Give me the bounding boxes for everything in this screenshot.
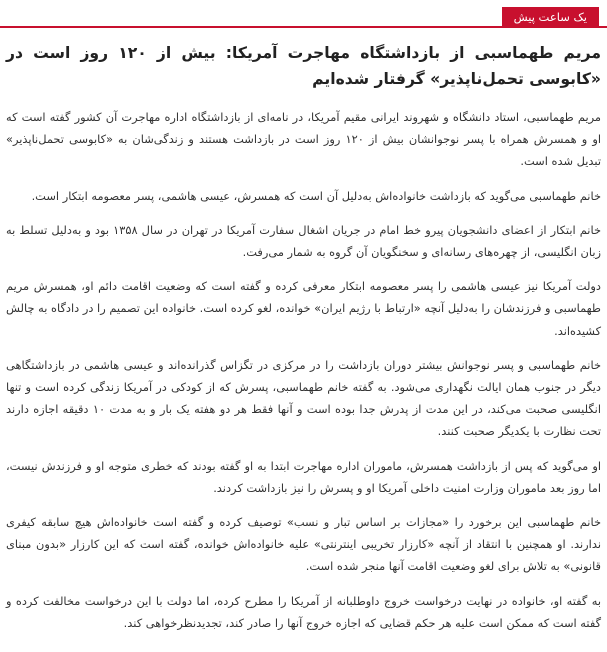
time-badge: یک ساعت پیش: [502, 7, 599, 28]
article-paragraph: به گفته او، خانواده در نهایت درخواست خروج داوطلبانه از آمریکا را مطرح کرده، اما دولت با این درخواست مخالفت کرده و گفته است که ممکن است علیه هر حکم قضایی که اجازه خروج آنها را صادر کند، تجدیدنظرخواهی کند.: [6, 593, 601, 630]
article-paragraph: او می‌گوید که پس از بازداشت همسرش، ماموران اداره مهاجرت ابتدا به او گفته بودند که خطری متوجه او و فرزندش نیست، اما روز بعد ماموران وزارت امنیت داخلی آمریکا او و پسرش را نیز بازداشت کردند.: [6, 458, 601, 495]
article-headline: مریم طهماسبی از بازداشتگاه مهاجرت آمریکا: بیش از ۱۲۰ روز است در «کابوسی تحمل‌ناپذیر» گرفتار شده‌ایم: [6, 44, 601, 88]
article-paragraph: مریم طهماسبی، استاد دانشگاه و شهروند ایرانی مقیم آمریکا، در نامه‌ای از بازداشتگاه اداره مهاجرت آن کشور گفته است که او و همسرش همراه با پسر نوجوانشان بیش از ۱۲۰ روز است در بازداشت هستند و زندگی‌شان به «کابوسی تحمل‌ناپذیر» تبدیل شده است.: [6, 110, 601, 169]
article-paragraph: خانم ابتکار از اعضای دانشجویان پیرو خط امام در جریان اشغال سفارت آمریکا در تهران در سال ۱۳۵۸ بود و به‌دلیل تسلط به زبان انگلیسی، از چهره‌های رسانه‌ای و سخنگویان آن گروه به شمار می‌رفت.: [6, 222, 601, 260]
article-paragraph: خانم طهماسبی این برخورد را «مجازات بر اساس تبار و نسب» توصیف کرده و گفته است خانواده‌اش هیچ سابقه کیفری ندارند. او همچنین با انتقاد از آنچه «کارزار تخریبی اینترنتی» علیه خانواده‌اش خوانده، گفته است که این کارزار «بدون مبنای قانونی» به تلاش برای لغو وضعیت اقامت آنها منجر شده است.: [6, 515, 601, 574]
article-paragraph: خانم طهماسبی می‌گوید که بازداشت خانواده‌اش به‌دلیل آن است که همسرش، عیسی هاشمی، پسر معصومه ابتکار است.: [31, 188, 601, 203]
article-paragraph: خانم طهماسبی و پسر نوجوانش بیشتر دوران بازداشت را در مرکزی در تگزاس گذرانده‌اند و عیسی هاشمی در بازداشتگاهی دیگر در جنوب همان ایالت نگهداری می‌شود. به گفته خانم طهماسبی، پسرش که از کودکی در آمریکا زندگی کرده است و تنها انگلیسی صحبت می‌کند، در این مدت از پدرش جدا بوده است و آنها فقط هر دو هفته یک بار و به مدت ۱۰ دقیقه اجازه دارند تحت نظارت با یکدیگر صحبت کنند.: [6, 357, 601, 439]
article: [0, 40, 607, 634]
article-paragraph: دولت آمریکا نیز عیسی هاشمی را پسر معصومه ابتکار معرفی کرده و گفته است که وضعیت اقامت دائم او، همسرش مریم طهماسبی و فرزندشان را به‌دلیل آنچه «ارتباط با رژیم ایران» خوانده، لغو کرده است. خانواده این تصمیم را در دادگاه به چالش کشیده‌اند.: [6, 279, 601, 338]
